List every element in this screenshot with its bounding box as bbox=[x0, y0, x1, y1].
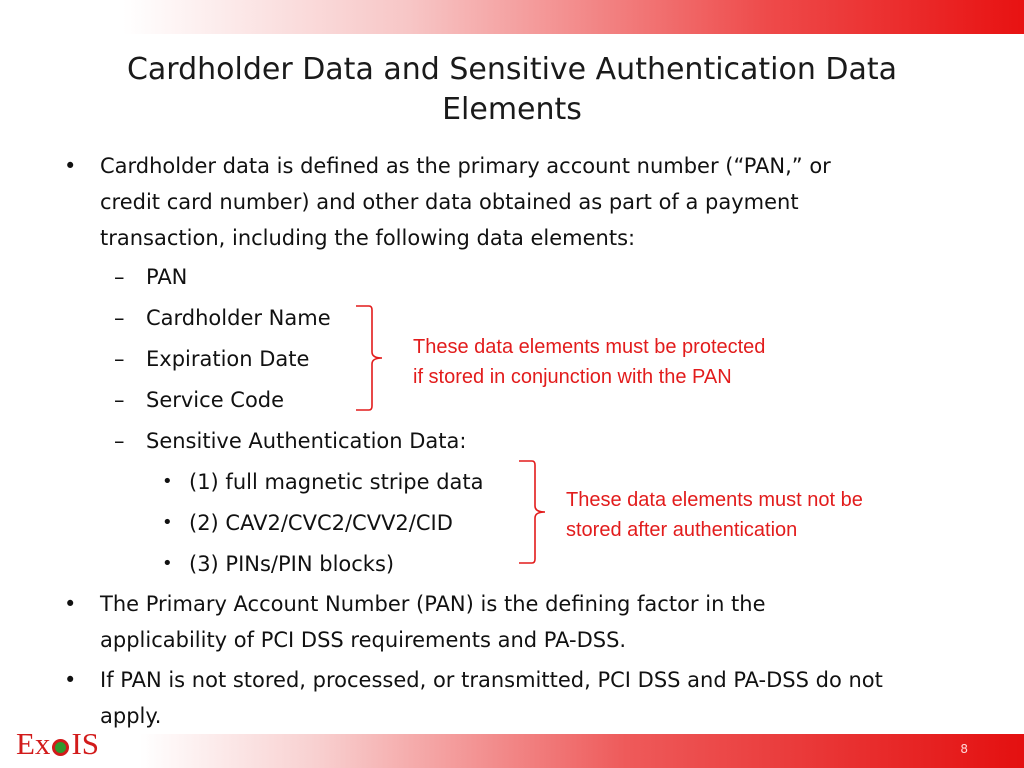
page-number: 8 bbox=[960, 742, 968, 756]
right-brace-not-stored bbox=[515, 459, 549, 565]
sub-item-sensitive-auth-data: Sensitive Authentication Data: bbox=[146, 429, 467, 453]
bullet-1-line-3: transaction, including the following data elements: bbox=[100, 226, 636, 250]
bullet-1-line-1: Cardholder data is defined as the primary account number (“PAN,” or bbox=[100, 154, 831, 178]
logo-text-right: IS bbox=[71, 726, 100, 761]
bullet-2-line-2: applicability of PCI DSS requirements and PA-DSS. bbox=[100, 628, 627, 652]
subsub-item-pin-blocks: (3) PINs/PIN blocks) bbox=[189, 552, 395, 576]
note-not-stored-line-2: stored after authentication bbox=[566, 519, 798, 541]
sub-item-service-code: Service Code bbox=[146, 388, 285, 412]
sub-item-expiration-date: Expiration Date bbox=[146, 347, 310, 371]
dash-marker: – bbox=[114, 306, 125, 330]
sub-item-cardholder-name: Cardholder Name bbox=[146, 306, 331, 330]
bullet-marker: • bbox=[162, 553, 173, 574]
right-brace-protected bbox=[352, 304, 386, 412]
dash-marker: – bbox=[114, 265, 125, 289]
subsub-item-magnetic-stripe: (1) full magnetic stripe data bbox=[189, 470, 484, 494]
bullet-marker: • bbox=[64, 592, 77, 616]
bullet-3-line-2: apply. bbox=[100, 704, 162, 728]
note-not-stored-line-1: These data elements must not be bbox=[566, 489, 863, 511]
bullet-2-line-1: The Primary Account Number (PAN) is the defining factor in the bbox=[100, 592, 766, 616]
note-not-stored bbox=[566, 485, 863, 545]
slide-title bbox=[60, 50, 964, 130]
dash-marker: – bbox=[114, 429, 125, 453]
bullet-marker: • bbox=[162, 512, 173, 533]
slide-title-line-1: Cardholder Data and Sensitive Authentication Data bbox=[126, 52, 898, 87]
subsub-item-cav2-cvc2: (2) CAV2/CVC2/CVV2/CID bbox=[189, 511, 453, 535]
note-protected-line-1: These data elements must be protected bbox=[413, 336, 766, 358]
logo-dot-icon bbox=[52, 739, 69, 756]
bullet-marker: • bbox=[162, 471, 173, 492]
sub-item-pan: PAN bbox=[146, 265, 188, 289]
bullet-3-line-1: If PAN is not stored, processed, or transmitted, PCI DSS and PA-DSS do not bbox=[100, 668, 883, 692]
dash-marker: – bbox=[114, 388, 125, 412]
dash-marker: – bbox=[114, 347, 125, 371]
logo-text-left: Ex bbox=[16, 726, 51, 761]
exois-logo bbox=[16, 726, 99, 762]
note-protected bbox=[413, 332, 765, 392]
slide-title-line-2: Elements bbox=[442, 92, 582, 127]
bottom-gradient-bar bbox=[140, 734, 1024, 768]
bullet-1-line-2: credit card number) and other data obtained as part of a payment bbox=[100, 190, 799, 214]
note-protected-line-2: if stored in conjunction with the PAN bbox=[413, 366, 732, 388]
bullet-marker: • bbox=[64, 154, 77, 178]
bullet-marker: • bbox=[64, 668, 77, 692]
top-gradient-bar bbox=[0, 0, 1024, 34]
